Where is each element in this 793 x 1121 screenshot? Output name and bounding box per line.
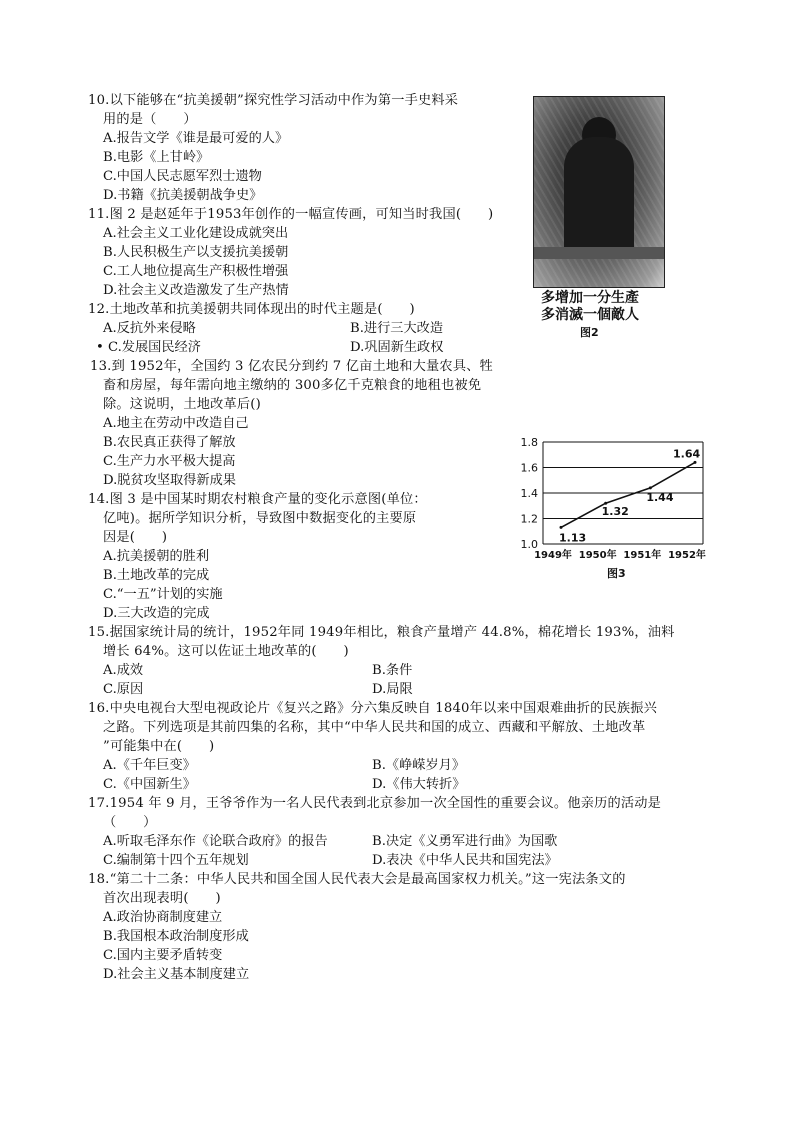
q18-stem-line2: 首次出现表明( ) (103, 891, 221, 906)
q16-option-a: A.《千年巨变》 (103, 758, 196, 773)
q12-option-d: D.巩固新生政权 (350, 340, 444, 355)
q13-stem-line3: 除。这说明，土地改革后() (103, 397, 261, 412)
q10-option-c: C.中国人民志愿军烈士遗物 (103, 169, 262, 184)
q16-option-c: C.《中国新生》 (103, 777, 196, 792)
q17-option-c: C.编制第十四个五年规划 (103, 853, 249, 868)
q11-option-a: A.社会主义工业化建设成就突出 (103, 226, 289, 241)
y-tick-label: 1.2 (520, 512, 538, 526)
q15-option-c: C.原因 (103, 682, 144, 697)
y-tick-label: 1.8 (520, 436, 538, 449)
q10-option-b: B.电影《上甘岭》 (103, 150, 210, 165)
q17-stem-line1: 17.1954 年 9 月，王爷爷作为一名人民代表到北京参加一次全国性的重要会议。他亲历的活动是 (88, 796, 662, 811)
data-label: 1.13 (559, 531, 587, 545)
q17-stem-line2: （ ） (103, 815, 157, 830)
q18-option-d: D.社会主义基本制度建立 (103, 967, 250, 982)
q13-option-d: D.脱贫攻坚取得新成果 (103, 473, 236, 488)
q14-option-a: A.抗美援朝的胜利 (103, 549, 210, 564)
q17-option-a: A.听取毛泽东作《论联合政府》的报告 (103, 834, 328, 849)
y-tick-label: 1.0 (520, 538, 538, 551)
q13-stem-line2: 畜和房屋，每年需向地主缴纳的 300多亿千克粮食的地租也被免 (103, 378, 482, 393)
q18-option-a: A.政治协商制度建立 (103, 910, 223, 925)
q10-stem-line1: 10.以下能够在“抗美援朝”探究性学习活动中作为第一手史料采 (88, 93, 459, 108)
q14-stem-line3: 因是( ) (103, 530, 168, 545)
data-label: 1.64 (673, 447, 701, 461)
q14-stem-line2: 亿吨)。据所学知识分析，导致图中数据变化的主要原 (103, 511, 417, 526)
q12-option-a: A.反抗外来侵略 (103, 321, 196, 336)
q14-option-b: B.土地改革的完成 (103, 568, 210, 583)
q11-option-c: C.工人地位提高生产积极性增强 (103, 264, 289, 279)
q13-option-b: B.农民真正获得了解放 (103, 435, 236, 450)
y-tick-label: 1.6 (520, 461, 538, 475)
q16-stem-line3: ”可能集中在( ) (103, 739, 215, 754)
x-tick-label: 1951年 (623, 550, 662, 561)
q15-stem-line1: 15.据国家统计局的统计，1952年同 1949年相比，粮食产量增产 44.8%，棉花增长 193%，油料 (88, 625, 675, 640)
x-tick-label: 1950年 (578, 550, 617, 561)
x-tick-label: 1949年 (534, 550, 572, 561)
figure-3-label: 图3 (607, 567, 626, 580)
propaganda-poster-image (533, 96, 665, 288)
data-point (560, 526, 563, 529)
q18-option-b: B.我国根本政治制度形成 (103, 929, 249, 944)
q10-stem-line2: 用的是（ ） (103, 112, 197, 127)
q14-stem-line1: 14.图 3 是中国某时期农村粮食产量的变化示意图(单位： (88, 492, 427, 507)
data-label: 1.44 (646, 490, 674, 504)
poster-caption-line1: 多增加一分生產 (541, 290, 639, 306)
poster-caption-line2: 多消滅一個敵人 (541, 307, 639, 323)
data-point (694, 461, 697, 464)
q15-option-d: D.局限 (372, 682, 413, 697)
data-point (649, 486, 652, 489)
q11-stem: 11.图 2 是赵延年于1953年创作的一幅宣传画，可知当时我国( ) (88, 207, 494, 222)
q16-option-b: B.《峥嵘岁月》 (372, 758, 466, 773)
q16-option-d: D.《伟大转折》 (372, 777, 466, 792)
q10-option-a: A.报告文学《谁是最可爱的人》 (103, 131, 289, 146)
q11-option-b: B.人民积极生产以支援抗美援朝 (103, 245, 289, 260)
q13-option-a: A.地主在劳动中改造自己 (103, 416, 249, 431)
q15-option-b: B.条件 (372, 663, 413, 678)
q10-option-d: D.书籍《抗美援朝战争史》 (103, 188, 263, 203)
q18-stem-line1: 18.“第二十二条：中华人民共和国全国人民代表大会是最高国家权力机关。”这一宪法条文的 (88, 872, 626, 887)
data-label: 1.32 (601, 505, 629, 519)
figure-2-label: 图2 (580, 326, 599, 339)
q14-option-c: C.“一五”计划的实施 (103, 587, 223, 602)
x-tick-label: 1952年 (668, 550, 706, 561)
q12-stem: 12.土地改革和抗美援朝共同体现出的时代主题是( ) (88, 302, 415, 317)
q17-option-b: B.决定《义勇军进行曲》为国歌 (372, 834, 558, 849)
q15-stem-line2: 增长 64%。这可以佐证土地改革的( ) (103, 644, 349, 659)
q12-option-b: B.进行三大改造 (350, 321, 444, 336)
q16-stem-line2: 之路。下列选项是其前四集的名称，其中“中华人民共和国的成立、西藏和平解放、土地改革 (103, 720, 646, 735)
q15-option-a: A.成效 (103, 663, 144, 678)
q18-option-c: C.国内主要矛盾转变 (103, 948, 223, 963)
y-tick-label: 1.4 (520, 487, 538, 500)
q13-stem-line1: 13.到 1952年，全国约 3 亿农民分到约 7 亿亩土地和大量农具、牲 (90, 359, 493, 374)
q16-stem-line1: 16.中央电视台大型电视政论片《复兴之路》分六集反映自 1840年以来中国艰难曲折的民族振兴 (88, 701, 658, 716)
q14-option-d: D.三大改造的完成 (103, 606, 210, 621)
grain-output-line-chart (505, 432, 715, 564)
q17-option-d: D.表决《中华人民共和国宪法》 (372, 853, 558, 868)
q11-option-d: D.社会主义改造激发了生产热情 (103, 283, 289, 298)
q13-option-c: C.生产力水平极大提高 (103, 454, 236, 469)
q12-option-c: • C.发展国民经济 (96, 340, 201, 355)
